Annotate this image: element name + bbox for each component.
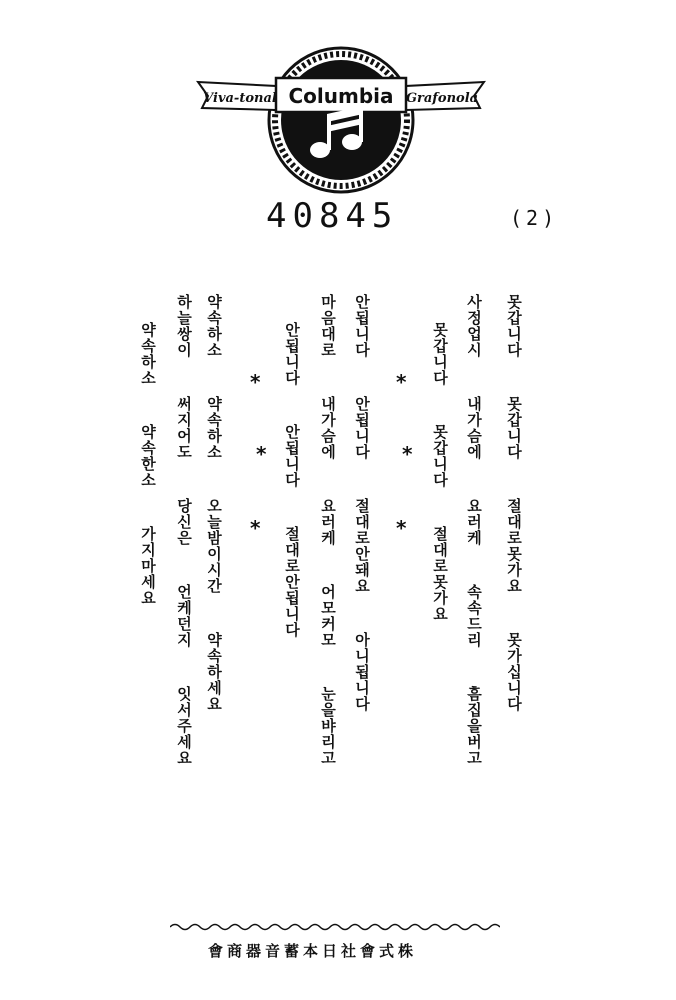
separator-star: * <box>250 370 261 394</box>
logo-left-banner: Viva-tonal <box>203 91 277 106</box>
lyric-line-9: 약속하소 약속한소 가지마세요 <box>139 322 157 606</box>
catalog-number: 40845 <box>266 196 399 236</box>
publisher-name: 會商器音蓄本日社會式株 <box>208 942 418 960</box>
lyric-line-3: 못갑니다 못갑니다 절대로못가요 <box>431 322 449 622</box>
lyric-line-1: 못갑니다 못갑니다 절대로못가요 못가십니다 <box>505 294 523 712</box>
lyric-line-8: 하늘쌍이 써지어도 당신은 언케던지 잇서주세요 <box>175 294 193 766</box>
lyric-line-2: 사정업시 내가슴에 요러케 속속드리 흠집을버고 <box>465 294 483 766</box>
separator-star: * <box>250 516 261 540</box>
separator-star: * <box>396 516 407 540</box>
lyric-line-5: 마음대로 내가슴에 요러케 어모커모 눈을뱌리고 <box>319 294 337 766</box>
separator-star: * <box>256 442 267 466</box>
columbia-logo <box>196 38 486 198</box>
side-number: (2) <box>510 206 559 230</box>
lyric-line-4: 안됩니다 안됩니다 절대로안돼요 아니됩니다 <box>353 294 371 712</box>
separator-star: * <box>402 442 413 466</box>
logo-right-banner: Grafonola <box>405 91 479 106</box>
lyric-line-7: 약속하소 약속하소 오늘밤이시간 약속하세요 <box>205 294 223 712</box>
columbia-emblem <box>196 38 486 198</box>
logo-brand: Columbia <box>288 84 394 108</box>
lyric-line-6: 안됩니다 안됩니다 절대로안됩니다 <box>283 322 301 638</box>
separator-star: * <box>396 370 407 394</box>
footer-rule <box>170 922 500 932</box>
